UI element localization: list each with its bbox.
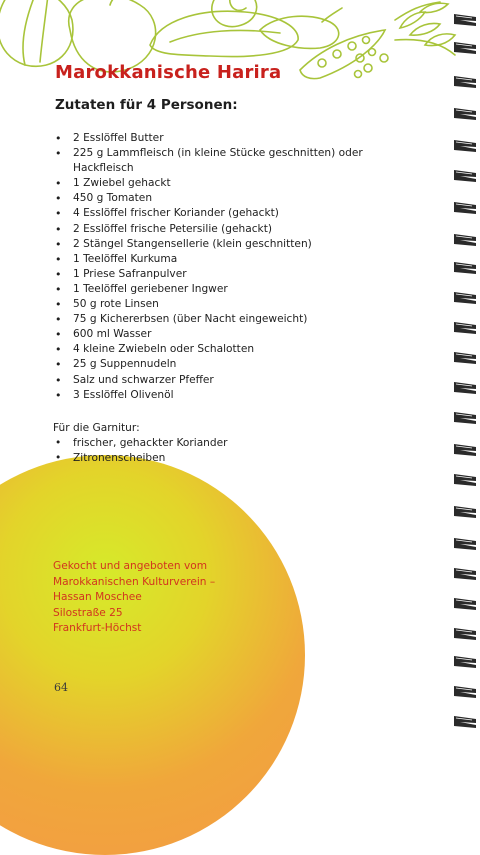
ingredient-item: • 1 Zwiebel gehackt [53, 176, 413, 191]
garnish-item: • Zitronenscheiben [53, 451, 353, 466]
garnish-list [53, 436, 353, 466]
ingredient-item: • 2 Esslöffel frische Petersilie (gehackt) [53, 222, 413, 237]
credit-block [53, 559, 215, 637]
credit-line: Hassan Moschee [53, 591, 142, 603]
spiral-binding-icon [452, 0, 480, 751]
ingredient-item: • 2 Esslöffel Butter [53, 131, 413, 146]
ingredient-item: • 25 g Suppennudeln [53, 357, 413, 372]
ingredient-item: • 1 Teelöffel geriebener Ingwer [53, 282, 413, 297]
ingredient-item: • Salz und schwarzer Pfeffer [53, 373, 413, 388]
decorative-circle [0, 455, 305, 855]
ingredient-item: • 225 g Lammfleisch (in kleine Stücke geschnitten) oder Hackfleisch [53, 146, 413, 176]
ingredient-item: • 50 g rote Linsen [53, 297, 413, 312]
credit-line: Marokkanischen Kulturverein – [53, 575, 216, 588]
page-number: 64 [54, 681, 68, 694]
ingredient-item: • 600 ml Wasser [53, 327, 413, 342]
ingredient-item: • 4 kleine Zwiebeln oder Schalotten [53, 342, 413, 357]
garnish-heading: Für die Garnitur: [53, 422, 140, 434]
credit-line: Gekocht und angeboten vom [53, 560, 208, 572]
credit-line: Silostraße 25 [53, 606, 123, 619]
ingredients-heading: Zutaten für 4 Personen: [55, 97, 238, 113]
credit-line: Frankfurt-Höchst [53, 622, 142, 634]
ingredient-item: • 3 Esslöffel Olivenöl [53, 388, 413, 403]
ingredient-item: • 450 g Tomaten [53, 191, 413, 206]
ingredient-item: • 75 g Kichererbsen (über Nacht eingeweicht) [53, 312, 413, 327]
recipe-title: Marokkanische Harira [55, 62, 282, 83]
ingredients-list [53, 131, 413, 403]
garnish-item: • frischer, gehackter Koriander [53, 436, 353, 451]
ingredient-item: • 4 Esslöffel frischer Koriander (gehackt) [53, 206, 413, 221]
ingredient-item: • 2 Stängel Stangensellerie (klein geschnitten) [53, 237, 413, 252]
ingredient-item: • 1 Priese Safranpulver [53, 267, 413, 282]
ingredient-item: • 1 Teelöffel Kurkuma [53, 252, 413, 267]
